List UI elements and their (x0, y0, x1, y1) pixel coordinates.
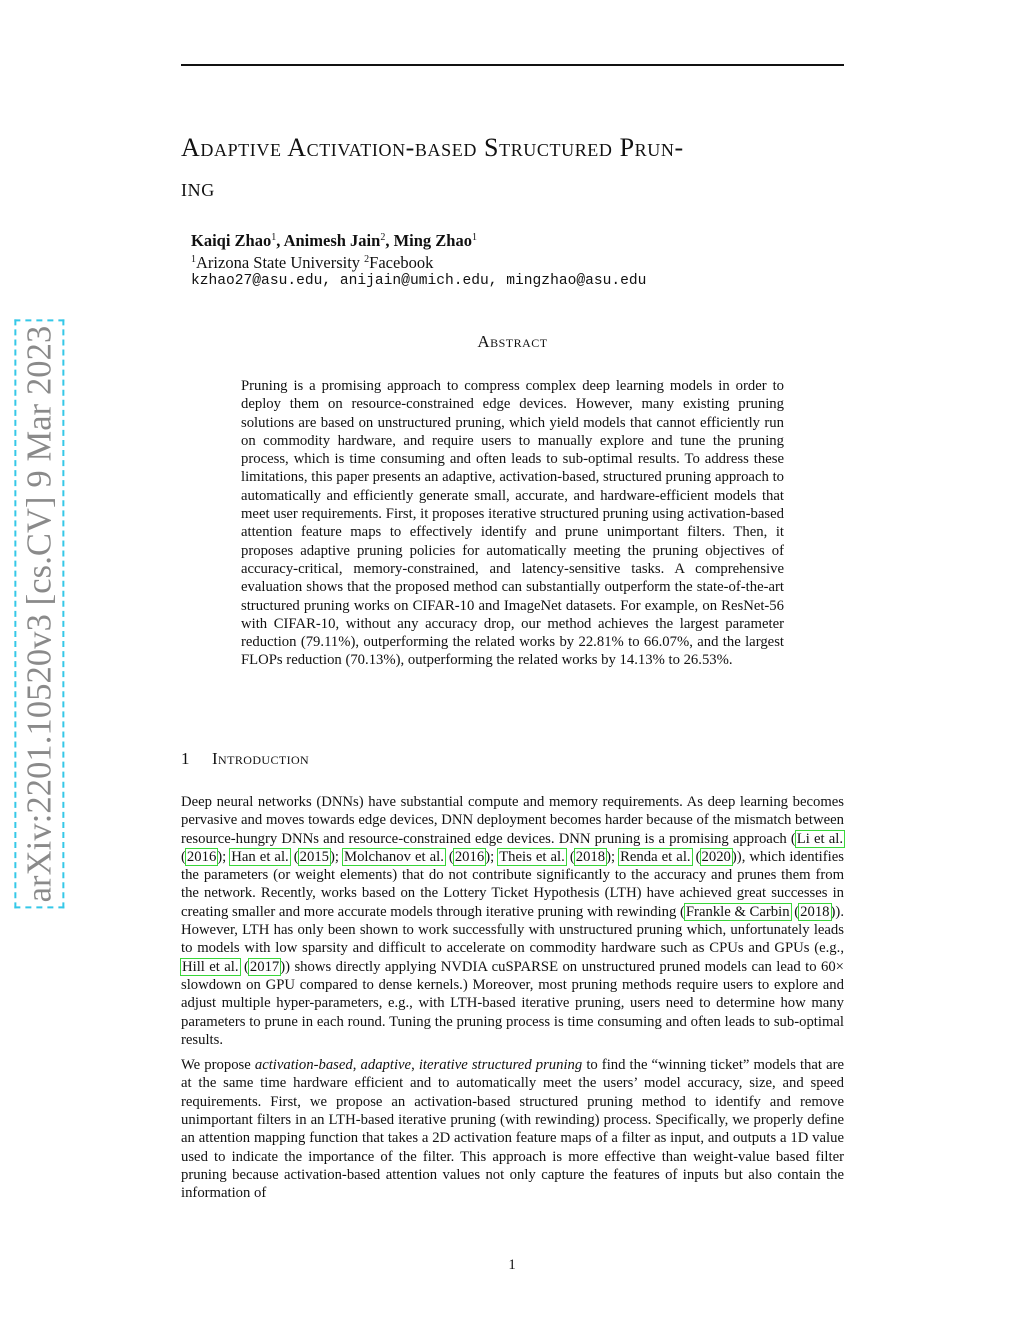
author-1-affil-mark: 1 (271, 232, 277, 243)
citation-link[interactable]: Han et al. (231, 848, 289, 865)
author-emails: kzhao27@asu.edu, anijain@umich.edu, mingzhao@asu.edu (191, 273, 647, 289)
author-block (191, 228, 646, 291)
affil-2-mark: 2 (364, 254, 370, 265)
arxiv-stamp[interactable] (14, 324, 64, 904)
abstract-text: Pruning is a promising approach to compress complex deep learning models in order to deploy them on resource-constrained edge devices. However, many existing pruning solutions are based on unstructured pruning, which yield models that cannot efficiently run on commodity hardware, and require users to manually explore and tune the pruning process, which is time consuming and often leads to sub-optimal results. To address these limitations, this paper presents an adaptive, activation-based, structured pruning approach to automatically and efficiently generate small, accurate, and hardware-efficient models that meet user requirements. First, it proposes iterative structured pruning using activation-based attention feature maps to effectively identify and prune unimportant filters. Then, it proposes adaptive pruning policies for automatically meeting the pruning objectives of accuracy-critical, memory-constrained, and latency-sensitive tasks. A comprehensive evaluation shows that the proposed method can substantially outperform the state-of-the-art structured pruning works on CIFAR-10 and ImageNet datasets. For example, on ResNet-56 with CIFAR-10, without any accuracy drop, our method achieves the largest parameter reduction (79.11%), outperforming the related works by 22.81% to 66.07%, and the largest FLOPs reduction (70.13%), outperforming the related works by 14.13% to 26.53%. (241, 378, 784, 669)
citation-year-link[interactable]: 2018 (800, 903, 830, 920)
citation-link[interactable]: Molchanov et al. (344, 848, 444, 865)
affil-2: Facebook (369, 253, 434, 272)
emphasis: iterative structured pruning (418, 1057, 583, 1074)
citation-year-link[interactable]: 2016 (186, 848, 217, 865)
author-2-affil-mark: 2 (380, 232, 386, 243)
author-1: Kaiqi Zhao (191, 231, 272, 250)
emphasis: activation-based (254, 1057, 353, 1074)
author-3: , Ming Zhao (385, 231, 472, 250)
citation-year-link[interactable]: 2015 (299, 848, 330, 865)
top-rule (181, 64, 844, 66)
intro-paragraph-1: Deep neural networks (DNNs) have substantial compute and memory requirements. As deep learning becomes pervasive and moves towards edge devices, DNN deployment becomes harder because of the mismatch between resource-hungry DNNs and resource-constrained edge devices. DNN pruning is a promising approach (Li et al. (2016); Han et al. (2015); Molchanov et al. (2016); Theis et al. (2018); Renda et al. (2020)), which identifies the parameters (or weight elements) that do not contribute significantly to the accuracy and prunes them from the network. Recently, works based on the Lottery Ticket Hypothesis (LTH) have achieved great successes in creating smaller and more accurate models through iterative pruning with rewinding (Frankle & Carbin (2018)). However, LTH has only been shown to work successfully with unstructured pruning which, unfortunately leads to models with low sparsity and difficult to accelerate on commodity hardware such as CPUs and GPUs (e.g., Hill et al. (2017)) shows directly applying NVDIA cuSPARSE on unstructured pruned models can lead to 60× slowdown on GPU compared to dense kernels.) Moreover, most pruning methods require users to explore and adjust multiple hyper-parameters, e.g., with LTH-based iterative pruning, users need to determine how many parameters to prune in each round. Tuning the pruning process is time consuming and often leads to sub-optimal results. (181, 794, 844, 1048)
emphasis: adaptive (360, 1057, 412, 1074)
author-names (191, 228, 646, 250)
page-number: 1 (508, 1257, 516, 1273)
affil-1: Arizona State University (196, 253, 365, 272)
author-3-affil-mark: 1 (471, 232, 477, 243)
affiliations (191, 250, 646, 272)
section-title: Introduction (212, 749, 310, 768)
citation-year-link[interactable]: 2017 (249, 958, 280, 975)
citation-link[interactable]: Frankle & Carbin (685, 903, 790, 920)
paper-title: Adaptive Activation-based Structured Prun- ing (181, 133, 684, 202)
citation-link[interactable]: Theis et al. (499, 848, 565, 865)
citation-year-link[interactable]: 2020 (701, 848, 731, 865)
text-run: Deep neural networks (DNNs) have substantial compute and memory requirements. As deep learning becomes pervasive and moves towards edge devices, DNN deployment becomes harder because of the mismatch between resource-hungry DNNs and resource-constrained edge devices. DNN pruning is a promising approach ( (181, 794, 844, 847)
citation-year-link[interactable]: 2016 (454, 848, 485, 865)
citation-year-link[interactable]: 2018 (575, 848, 606, 865)
text-run: We propose (181, 1057, 255, 1074)
section-heading-introduction (181, 749, 309, 769)
abstract-heading: Abstract (477, 332, 548, 351)
text-run: to find the “winning ticket” models that are at the same time hardware efficient and to automatically meet the users’ model accuracy, size, and speed requirements. First, we propose an activation-based structured pruning method to identify and remove unimportant filters in an LTH-based iterative pruning (with rewinding) process. Specifically, we properly define an attention mapping function that takes a 2D activation feature maps of a filter as input, and outputs a 1D value used to indicate the importance of the filter. This approach is more effective than weight-value based filter pruning because activation-based attention values not only capture the features of inputs but also contain the information of (181, 1057, 844, 1202)
citation-link[interactable]: Renda et al. (620, 848, 691, 865)
intro-paragraph-2 (181, 1056, 844, 1202)
text-run: ), which identifies the parameters (or weight elements) that do not contribute significantly to the accuracy and prunes them from the network. Recently, works based on the Lottery Ticket Hypothesis (LTH) have achieved great successes in creating smaller and more accurate models through iterative pruning with rewinding ( (181, 848, 844, 920)
arxiv-identifier[interactable]: arXiv:2201.10520v3 [cs.CV] 9 Mar 2023 (14, 320, 64, 909)
affil-1-mark: 1 (191, 254, 196, 265)
text-run: ) shows directly applying NVDIA cuSPARSE on unstructured pruned models can lead to 60× slowdown on GPU compared to dense kernels.) Moreover, most pruning methods require users to explore and adjust multiple hyper-parameters, e.g., with LTH-based iterative pruning, users need to determine how many parameters to prune in each round. Tuning the pruning process is time consuming and often leads to sub-optimal results. (181, 958, 844, 1048)
text-run: , (411, 1057, 419, 1074)
section-number: 1 (181, 749, 190, 768)
text-run: , (352, 1057, 361, 1074)
author-2: , Animesh Jain (276, 231, 381, 250)
introduction-body (181, 793, 844, 1210)
text-run: ). However, LTH has only been shown to work successfully with unstructured pruning which, unfortunately leads to models with low sparsity and difficult to accelerate on commodity hardware such as CPUs and GPUs (e.g., (181, 903, 844, 957)
citation-link[interactable]: Hill et al. (182, 958, 239, 975)
citation-link[interactable]: Li et al. (796, 830, 843, 847)
